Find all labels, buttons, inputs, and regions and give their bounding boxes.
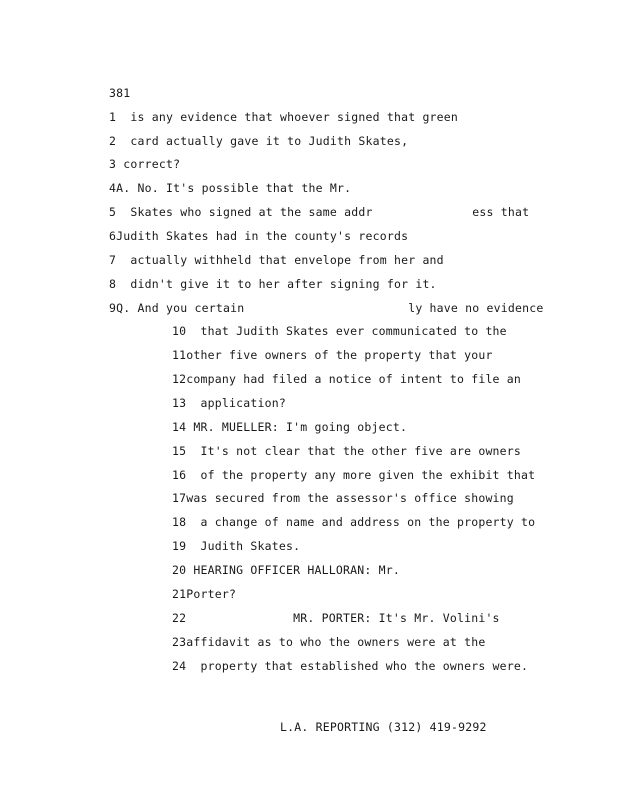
transcript-line-17: 17was secured from the assessor's office showing [172, 491, 514, 505]
transcript-line-15: 15 It's not clear that the other five are owners [172, 444, 522, 458]
transcript-line-11: 11other five owners of the property that your [172, 348, 493, 362]
transcript-line-22: 22 MR. PORTER: It's Mr. Volini's [172, 611, 500, 625]
transcript-line-5: 5 Skates who signed at the same addr ess that [109, 205, 530, 219]
transcript-line-19: 19 Judith Skates. [172, 539, 301, 553]
transcript-line-21: 21Porter? [172, 587, 237, 601]
page-number: 381 [109, 86, 131, 100]
transcript-line-14: 14 MR. MUELLER: I'm going object. [172, 420, 408, 434]
transcript-line-23: 23affidavit as to who the owners were at the [172, 635, 486, 649]
transcript-line-18: 18 a change of name and address on the property to [172, 515, 536, 529]
transcript-line-2: 2 card actually gave it to Judith Skates, [109, 134, 409, 148]
transcript-line-24: 24 property that established who the owners were. [172, 659, 529, 673]
transcript-line-8: 8 didn't give it to her after signing for it. [109, 277, 437, 291]
reporter-footer: L.A. REPORTING (312) 419-9292 [280, 720, 487, 734]
transcript-line-1: 1 is any evidence that whoever signed that green [109, 110, 459, 124]
transcript-line-13: 13 application? [172, 396, 286, 410]
transcript-line-10: 10 that Judith Skates ever communicated to the [172, 324, 507, 338]
transcript-line-4: 4A. No. It's possible that the Mr. [109, 181, 352, 195]
transcript-line-20: 20 HEARING OFFICER HALLORAN: Mr. [172, 563, 400, 577]
transcript-line-12: 12company had filed a notice of intent to file an [172, 372, 522, 386]
transcript-line-7: 7 actually withheld that envelope from her and [109, 253, 444, 267]
transcript-line-9: 9Q. And you certain ly have no evidence [109, 301, 544, 315]
transcript-line-6: 6Judith Skates had in the county's records [109, 229, 409, 243]
transcript-line-16: 16 of the property any more given the exhibit that [172, 468, 536, 482]
transcript-line-3: 3 correct? [109, 157, 181, 171]
